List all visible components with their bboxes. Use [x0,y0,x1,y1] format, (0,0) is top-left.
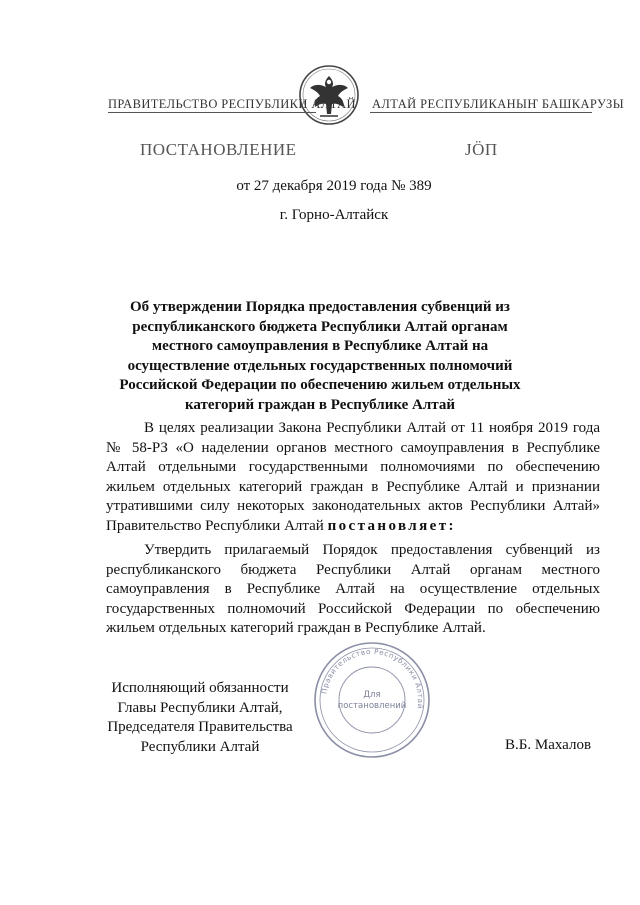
city: г. Горно-Алтайск [279,207,389,223]
signatory-line-2: Главы Республики Алтай, [117,699,283,716]
preamble-paragraph [106,419,600,536]
stamp-ring-text: Правительство Республики Алтай [319,646,426,710]
doc-type-alt: ЈӦП [465,140,498,159]
signatory-name: В.Б. Махалов [505,737,592,753]
header-right-title: АЛТАЙ РЕСПУБЛИКАНЫҤ БАШКАРУЗЫ [372,97,625,111]
header-left-title: ПРАВИТЕЛЬСТВО РЕСПУБЛИКИ АЛТАЙ [108,97,356,111]
signatory-line-3: Председателя Правительства [107,719,293,735]
signatory-line-1: Исполняющий обязанности [111,680,289,696]
stamp-center-line1: Для [363,690,381,700]
coat-of-arms-emblem [298,62,360,128]
signatory-position [100,679,300,757]
header-underline-right [370,112,592,113]
signatory-line-4: Республики Алтай [140,738,260,755]
doc-type-ru: ПОСТАНОВЛЕНИЕ [140,140,297,159]
preamble-text: В целях реализации Закона Республики Алтай от 11 ноября 2019 года № 58-РЗ «О наделении органов местного самоуправления в Республике Алтай отдельными государственными полномочиями по обеспечению жильем отдельных категорий граждан в Республике Алтай и признании утратившими силу некоторых законодательных актов Республики Алтай» Правительство Республики Алтай [106,420,600,534]
decree-word: постановляет: [327,517,456,534]
resolution-paragraph: Утвердить прилагаемый Порядок предоставления субвенций из республиканского бюджета Республики Алтай органам местного самоуправления в Республике Алтай на осуществление отдельных государственных полномочий Российской Федерации по обеспечению жильем отдельных категорий граждан в Республике Алтай. [106,542,600,636]
stamp-center-line2: постановлений [337,701,407,711]
date-number: от 27 декабря 2019 года № 389 [236,178,432,194]
official-stamp [312,640,432,760]
header-underline [108,112,316,113]
document-title: Об утверждении Порядка предоставления субвенций из республиканского бюджета Республики Алтай органам местного самоуправления в Республике Алтай на осуществление отдельных государственных полномочий Российской Федерации по обеспечению жильем отдельных категорий граждан в Республике Алтай [119,299,521,413]
